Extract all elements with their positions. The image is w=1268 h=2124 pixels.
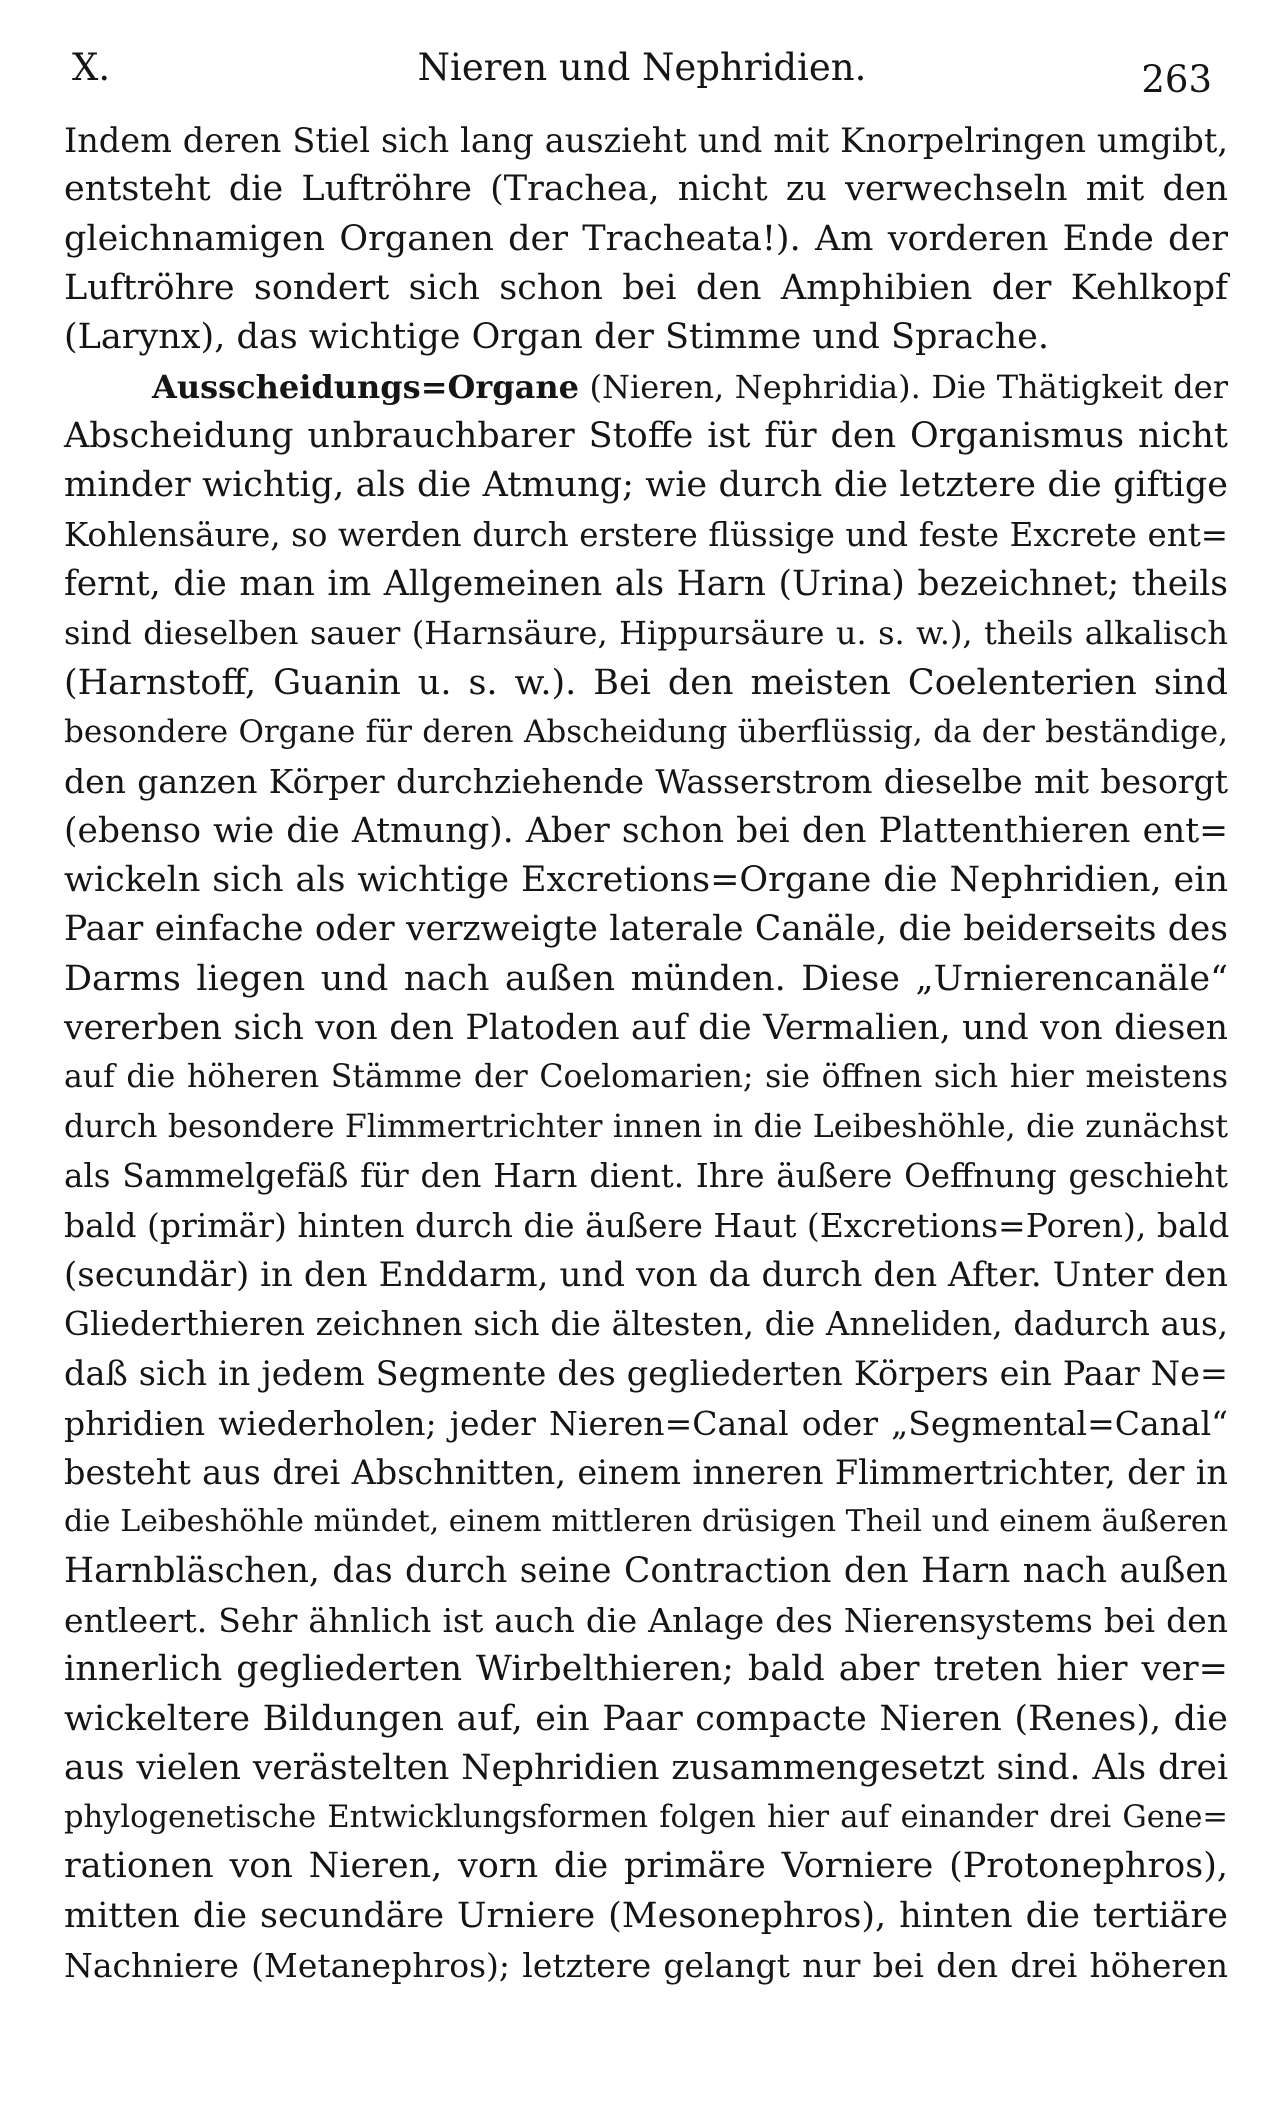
text-line: vererben sich von den Platoden auf die Vermalien, und von diesen — [64, 1007, 1228, 1048]
chapter-number: X. — [72, 46, 111, 89]
text-run: (Nieren, Nephridia). Die Thätigkeit der — [589, 367, 1229, 406]
text-line: minder wichtig, als die Atmung; wie durch die letztere die giftige — [64, 465, 1228, 506]
text-line: durch besondere Flimmertrichter innen in die Leibeshöhle, die zunächst — [64, 1108, 1228, 1145]
text-line: entleert. Sehr ähnlich ist auch die Anlage des Nierensystems bei den — [64, 1600, 1228, 1640]
text-line: wickeltere Bildungen auf, ein Paar compacte Nieren (Renes), die — [64, 1698, 1228, 1739]
text-line: den ganzen Körper durchziehende Wasserstrom dieselbe mit besorgt — [64, 762, 1228, 802]
text-line: gleichnamigen Organen der Tracheata!). Am vorderen Ende der — [64, 218, 1228, 259]
text-line: Darms liegen und nach außen münden. Diese „Urnierencanäle“ — [64, 958, 1228, 999]
text-line: die Leibeshöhle mündet, einem mittleren drüsigen Theil und einem äußeren — [64, 1504, 1228, 1540]
paragraph-first-line — [64, 363, 1228, 412]
text-line: phridien wiederholen; jeder Nieren=Canal oder „Segmental=Canal“ — [64, 1403, 1228, 1443]
text-line: Paar einfache oder verzweigte laterale Canäle, die beiderseits des — [64, 909, 1228, 950]
text-line: (ebenso wie die Atmung). Aber schon bei den Plattenthieren ent= — [64, 810, 1228, 851]
text-line: Nachniere (Metanephros); letztere gelangt nur bei den drei höheren — [64, 1946, 1228, 1986]
text-line: rationen von Nieren, vorn die primäre Vorniere (Protonephros), — [64, 1846, 1228, 1887]
text-line: Luftröhre sondert sich schon bei den Amphibien der Kehlkopf — [64, 267, 1228, 308]
text-line: fernt, die man im Allgemeinen als Harn (Urina) bezeichnet; theils — [64, 563, 1228, 604]
text-line: entsteht die Luftröhre (Trachea, nicht zu verwechseln mit den — [64, 169, 1228, 210]
text-line: phylogenetische Entwicklungsformen folgen hier auf einander drei Gene= — [64, 1800, 1228, 1836]
text-line: Indem deren Stiel sich lang auszieht und mit Knorpelringen umgibt, — [64, 121, 1228, 160]
text-line: besondere Organe für deren Abscheidung überflüssig, da der beständige, — [64, 713, 1228, 750]
text-line: mitten die secundäre Urniere (Mesonephros), hinten die tertiäre — [64, 1895, 1228, 1936]
section-heading: Ausscheidungs=Organe — [152, 367, 579, 406]
running-title: Nieren und Nephridien. — [417, 46, 867, 89]
text-line: besteht aus drei Abschnitten, einem inneren Flimmertrichter, der in — [64, 1452, 1228, 1492]
text-line: aus vielen verästelten Nephridien zusammengesetzt sind. Als drei — [64, 1747, 1228, 1788]
text-line: (secundär) in den Enddarm, und von da durch den After. Unter den — [64, 1254, 1228, 1295]
text-line: bald (primär) hinten durch die äußere Haut (Excretions=Poren), bald — [64, 1206, 1230, 1246]
text-line: innerlich gegliederten Wirbelthieren; bald aber treten hier ver= — [64, 1649, 1228, 1690]
text-line: (Harnstoff, Guanin u. s. w.). Bei den meisten Coelenterien sind — [64, 662, 1228, 703]
text-line: wickeln sich als wichtige Excretions=Organe die Nephridien, ein — [64, 859, 1228, 900]
page-number: 263 — [1141, 58, 1212, 101]
text-line: sind dieselben sauer (Harnsäure, Hippursäure u. s. w.), theils alkalisch — [64, 614, 1228, 653]
text-line: Harnbläschen, das durch seine Contraction den Harn nach außen — [64, 1550, 1228, 1591]
text-line: Abscheidung unbrauchbarer Stoffe ist für den Organismus nicht — [64, 415, 1228, 456]
text-line: auf die höheren Stämme der Coelomarien; sie öffnen sich hier meistens — [64, 1059, 1228, 1096]
running-header — [72, 38, 1212, 101]
text-line: daß sich in jedem Segmente des gegliederten Körpers ein Paar Ne= — [64, 1354, 1228, 1394]
text-line: Kohlensäure, so werden durch erstere flüssige und feste Excrete ent= — [64, 515, 1228, 554]
text-line: Gliederthieren zeichnen sich die ältesten, die Anneliden, dadurch aus, — [64, 1304, 1228, 1343]
body-text — [64, 116, 1228, 1990]
text-line: als Sammelgefäß für den Harn dient. Ihre äußere Oeffnung geschieht — [64, 1156, 1228, 1195]
text-line: (Larynx), das wichtige Organ der Stimme und Sprache. — [64, 317, 1049, 358]
